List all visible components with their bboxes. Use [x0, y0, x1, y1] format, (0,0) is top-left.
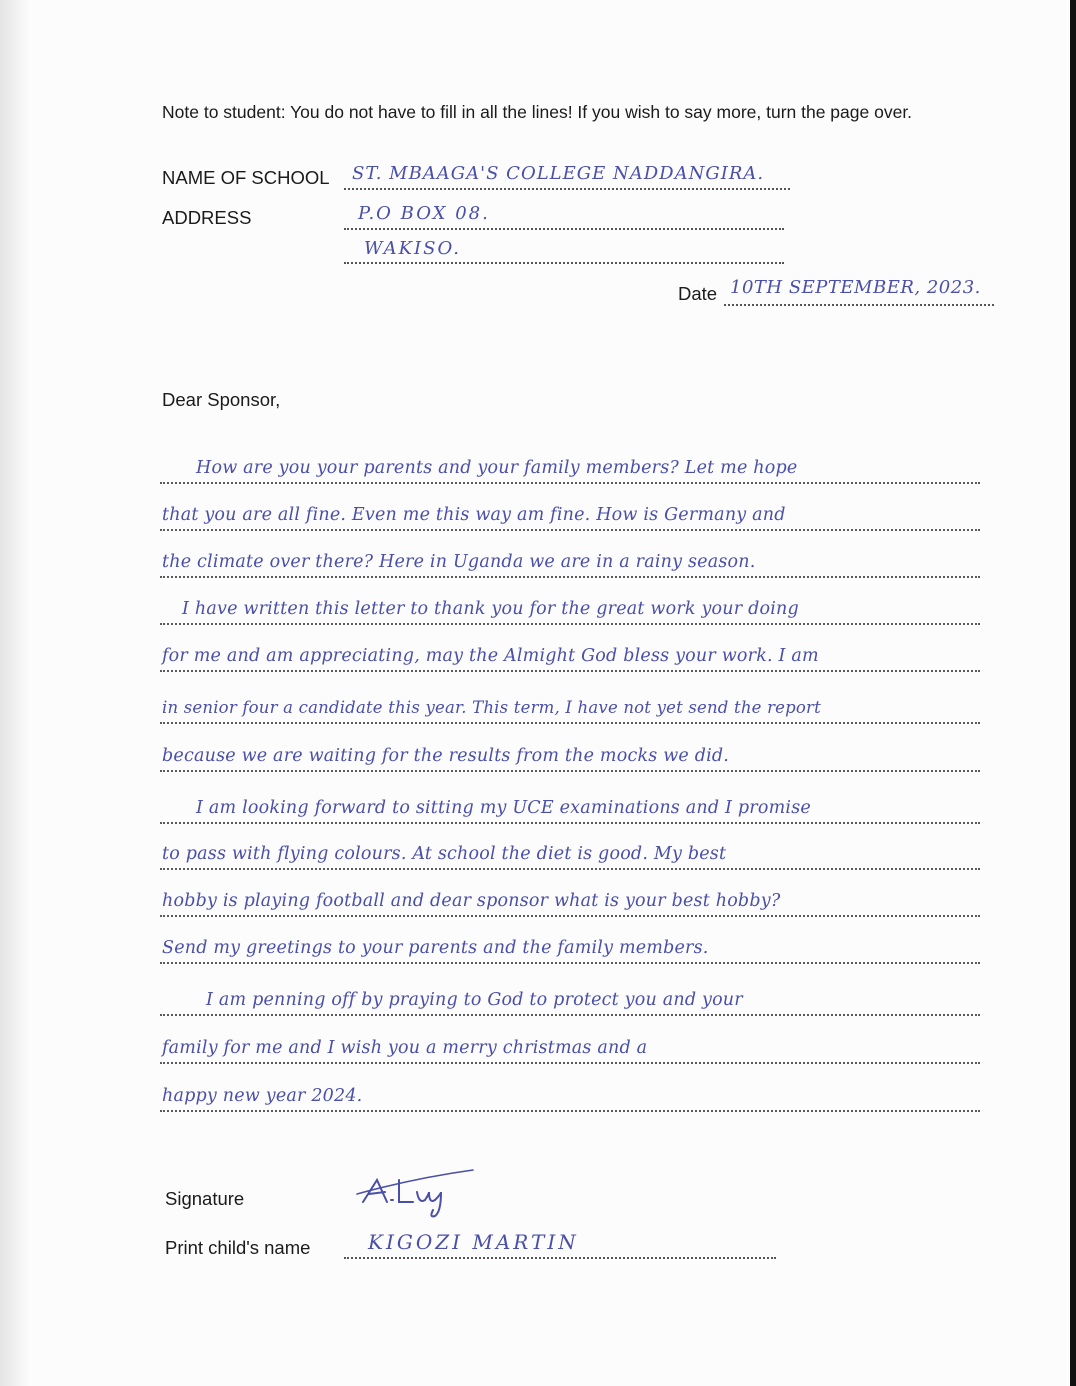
letter-rule: [160, 868, 980, 870]
letter-rule: [160, 623, 980, 625]
letter-rule: [160, 915, 980, 917]
school-name-dots: [344, 188, 790, 190]
date-value: 10TH SEPTEMBER, 2023.: [730, 277, 981, 298]
note-to-student: Note to student: You do not have to fill in all the lines! If you wish to say more, turn the page over.: [162, 102, 913, 122]
letter-line: because we are waiting for the results from the mocks we did.: [162, 746, 730, 766]
scan-edge: [1070, 0, 1076, 1386]
signature-label: Signature: [165, 1188, 245, 1209]
school-name-label: NAME OF SCHOOL: [162, 167, 330, 188]
letter-rule: [160, 722, 980, 724]
child-name-value: KIGOZI MARTIN: [368, 1230, 579, 1254]
letter-line: in senior four a candidate this year. This term, I have not yet send the report: [162, 698, 821, 717]
scan-shadow: [0, 0, 30, 1386]
letter-line: Send my greetings to your parents and the family members.: [162, 938, 709, 958]
letter-line: I am looking forward to sitting my UCE examinations and I promise: [196, 798, 811, 818]
salutation: Dear Sponsor,: [162, 389, 281, 410]
letter-line: How are you your parents and your family members? Let me hope: [196, 458, 798, 478]
letter-line: that you are all fine. Even me this way am fine. How is Germany and: [162, 505, 786, 525]
letter-line: happy new year 2024.: [162, 1086, 363, 1106]
letter-rule: [160, 962, 980, 964]
address-line1-value: P.O BOX 08.: [358, 203, 490, 224]
letter-line: I am penning off by praying to God to protect you and your: [206, 990, 743, 1010]
date-label: Date: [678, 283, 718, 304]
letter-line: family for me and I wish you a merry christmas and a: [162, 1038, 648, 1058]
letter-line: hobby is playing football and dear sponsor what is your best hobby?: [162, 891, 781, 911]
letter-rule: [160, 1110, 980, 1112]
letter-line: I have written this letter to thank you for the great work your doing: [182, 599, 799, 619]
date-dots: [724, 304, 994, 306]
signature-mark: [355, 1164, 485, 1224]
letter-rule: [160, 770, 980, 772]
letter-rule: [160, 529, 980, 531]
address-line1-dots: [344, 228, 784, 230]
letter-line: for me and am appreciating, may the Almight God bless your work. I am: [162, 646, 819, 666]
address-line2-dots: [344, 262, 784, 264]
letter-rule: [160, 1062, 980, 1064]
letter-line: to pass with flying colours. At school the diet is good. My best: [162, 844, 727, 864]
letter-rule: [160, 822, 980, 824]
address-label: ADDRESS: [162, 207, 252, 228]
letter-rule: [160, 576, 980, 578]
address-line2-value: WAKISO.: [364, 238, 461, 259]
school-name-value: ST. MBAAGA'S COLLEGE NADDANGIRA.: [352, 163, 765, 184]
letter-rule: [160, 670, 980, 672]
child-name-label: Print child's name: [165, 1237, 311, 1258]
child-name-dots: [344, 1257, 776, 1259]
letter-rule: [160, 1014, 980, 1016]
letter-line: the climate over there? Here in Uganda we are in a rainy season.: [162, 552, 756, 572]
letter-rule: [160, 482, 980, 484]
